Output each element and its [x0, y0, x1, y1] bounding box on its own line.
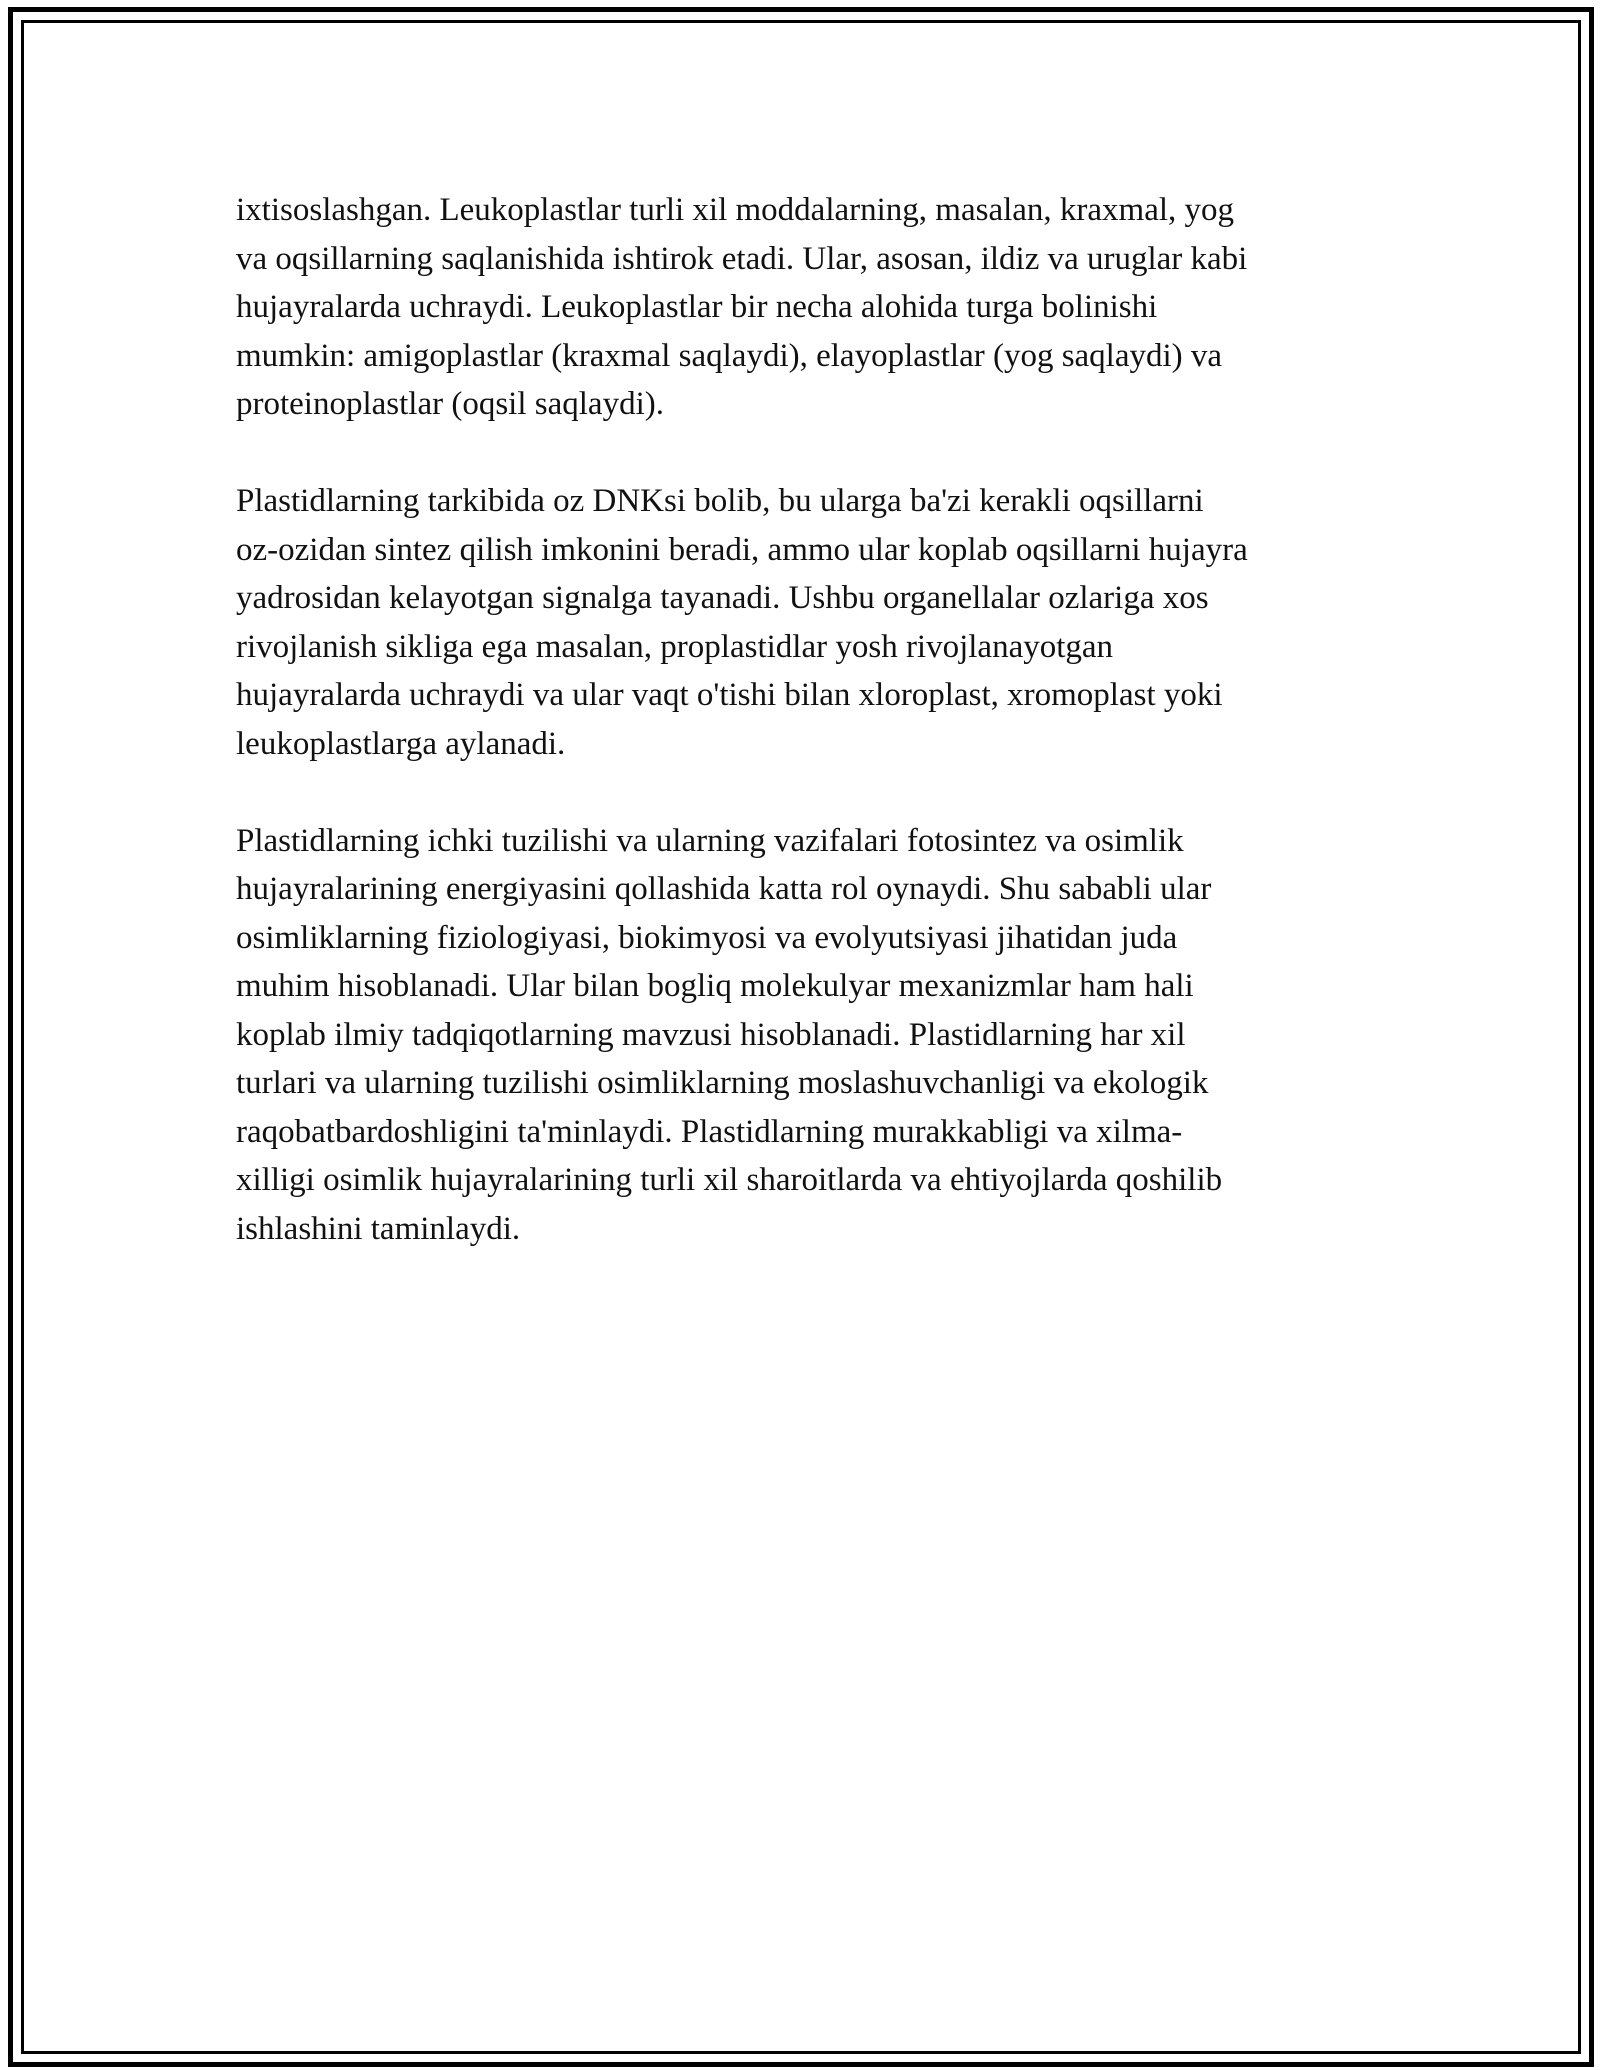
- paragraph-2: Plastidlarning tarkibida oz DNKsi bolib, bu ularga ba'zi kerakli oqsillarni oz-ozidan sintez qilish imkonini beradi, ammo ular koplab oqsillarni hujayra yadrosidan kelayotgan signalga tayanadi. Ushbu organellalar ozlariga xos rivojlanish sikliga ega masalan, proplastidlar yosh rivojlanayotgan hujayralarda uchraydi va ular vaqt o'tishi bilan xloroplast, xromoplast yoki leukoplastlarga aylanadi.: [236, 483, 1248, 762]
- paragraph-3: Plastidlarning ichki tuzilishi va ularning vazifalari fotosintez va osimlik hujayralarining energiyasini qollashida katta rol oynaydi. Shu sababli ular osimliklarning fiziologiyasi, biokimyosi va evolyutsiyasi jihatidan juda muhim hisoblanadi. Ular bilan bogliq molekulyar mexanizmlar ham hali koplab ilmiy tadqiqotlarning mavzusi hisoblanadi. Plastidlarning har xil turlari va ularning tuzilishi osimliklarning moslashuvchanligi va ekologik raqobatbardoshligini ta'minlaydi. Plastidlarning murakkabligi va xilma- xilligi osimlik hujayralarining turli xil sharoitlarda va ehtiyojlarda qoshilib ishlashini taminlaydi.: [236, 822, 1223, 1247]
- document-body: [236, 186, 1376, 1302]
- paragraph-1: ixtisoslashgan. Leukoplastlar turli xil moddalarning, masalan, kraxmal, yog va oqsillarning saqlanishida ishtirok etadi. Ular, asosan, ildiz va uruglar kabi hujayralarda uchraydi. Leukoplastlar bir necha alohida turga bolinishi mumkin: amigoplastlar (kraxmal saqlaydi), elayoplastlar (yog saqlaydi) va proteinoplastlar (oqsil saqlaydi).: [236, 192, 1248, 422]
